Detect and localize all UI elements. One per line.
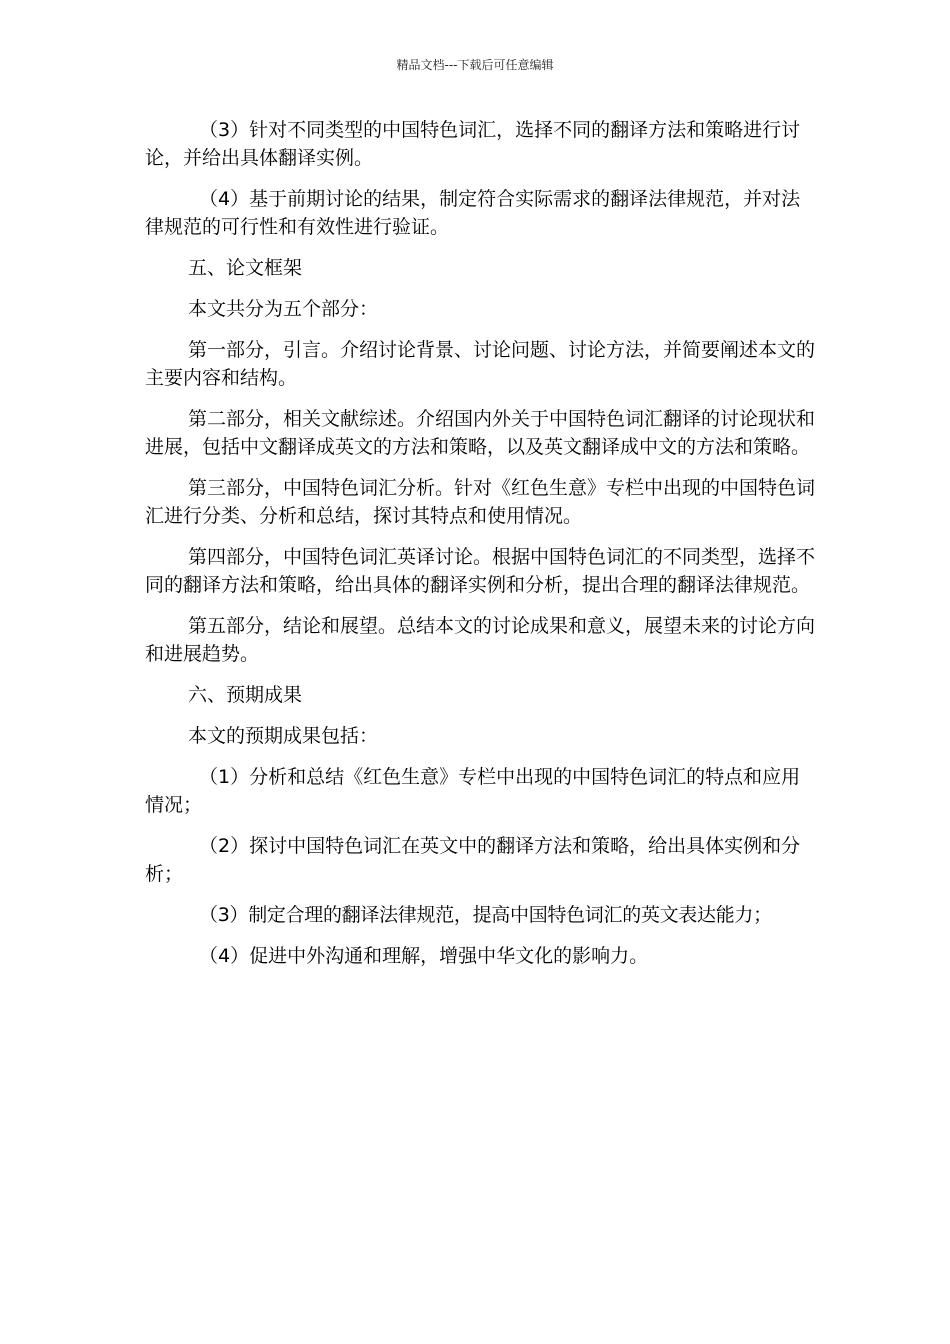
paragraph-part-2: 第二部分，相关文献综述。介绍国内外关于中国特色词汇翻译的讨论现状和进展，包括中文翻译成英文的方法和策略，以及英文翻译成中文的方法和策略。 [145,408,816,458]
document-body [145,116,817,983]
paragraph-part-1: 第一部分，引言。介绍讨论背景、讨论问题、讨论方法，并简要阐述本文的主要内容和结构。 [145,339,816,389]
paragraph-objective-3: （3）针对不同类型的中国特色词汇，选择不同的翻译方法和策略进行讨论，并给出具体翻译实例。 [145,119,801,169]
paragraph-part-3: 第三部分，中国特色词汇分析。针对《红色生意》专栏中出现的中国特色词汇进行分类、分析和总结，探讨其特点和使用情况。 [145,477,816,527]
paragraph-result-1: （1）分析和总结《红色生意》专栏中出现的中国特色词汇的特点和应用情况； [145,766,801,816]
paragraph-result-3: （3）制定合理的翻译法律规范，提高中国特色词汇的英文表达能力； [199,904,772,926]
paragraph-framework-intro: 本文共分为五个部分： [188,298,379,320]
paragraph-part-4: 第四部分，中国特色词汇英译讨论。根据中国特色词汇的不同类型，选择不同的翻译方法和策略，给出具体的翻译实例和分析，提出合理的翻译法律规范。 [145,546,816,596]
paragraph-result-4: （4）促进中外沟通和理解，增强中华文化的影响力。 [199,945,649,967]
paragraph-results-intro: 本文的预期成果包括： [188,725,379,747]
page-header: 精品文档---下载后可任意编辑 [396,58,554,72]
section-heading-framework: 五、论文框架 [188,257,303,279]
paragraph-objective-4: （4）基于前期讨论的结果，制定符合实际需求的翻译法律规范，并对法律规范的可行性和有效性进行验证。 [145,188,801,238]
paragraph-result-2: （2）探讨中国特色词汇在英文中的翻译方法和策略，给出具体实例和分析； [145,835,801,885]
paragraph-part-5: 第五部分，结论和展望。总结本文的讨论成果和意义，展望未来的讨论方向和进展趋势。 [145,615,816,665]
section-heading-expected-results: 六、预期成果 [188,684,303,706]
